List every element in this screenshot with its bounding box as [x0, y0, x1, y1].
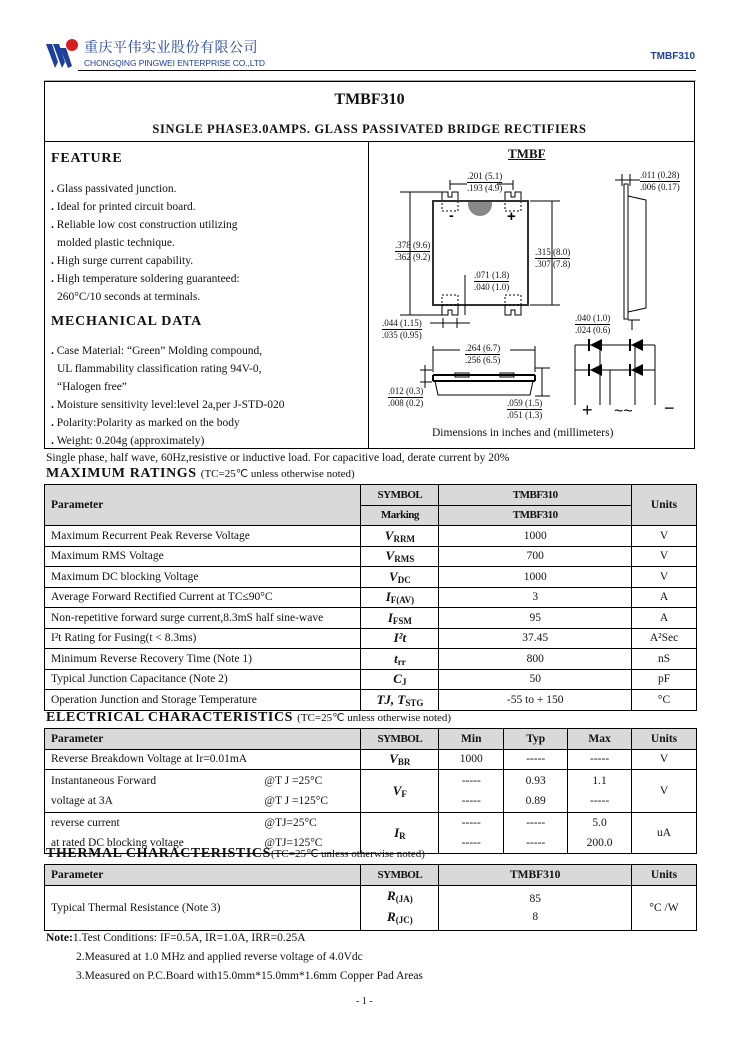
mechanical-item: . Polarity:Polarity as marked on the body: [51, 417, 240, 429]
dim-total-height: .378 (9.6) .362 (9.2): [395, 240, 431, 262]
unit-cell: A: [632, 608, 697, 629]
note-item: Note:1.Test Conditions: IF=0.5A, IR=1.0A, IRR=0.25A: [46, 932, 306, 944]
max-cell: 5.0 200.0: [568, 813, 632, 854]
dim-lead-pitch: .201 (5.1) .193 (4.9): [467, 171, 503, 193]
table-header-row: [45, 865, 697, 886]
plus-mark: +: [507, 208, 516, 225]
company-name-cn: 重庆平伟实业股份有限公司: [84, 40, 258, 56]
feature-item: . High surge current capability.: [51, 255, 194, 267]
unit-cell: A²Sec: [632, 628, 697, 649]
load-note: Single phase, half wave, 60Hz,resistive or inductive load. For capacitive load, derate current by 20%: [46, 452, 510, 464]
col-units: Units: [632, 485, 697, 526]
col-marking-value: TMBF310: [439, 505, 632, 526]
page-title: TMBF310: [334, 91, 405, 108]
param-cell: reverse current @TJ=25°C at rated DC blocking voltage @TJ=125°C: [45, 813, 361, 854]
table-row: [45, 649, 697, 670]
min-cell: 1000: [439, 749, 504, 770]
thermal-table: [44, 864, 697, 931]
schematic-minus-label: −: [664, 398, 675, 418]
diode-icon: [590, 364, 602, 376]
feature-item: molded plastic technique.: [57, 237, 175, 249]
table-row: [45, 749, 697, 770]
col-units: Units: [632, 729, 697, 750]
param-cell: Typical Thermal Resistance (Note 3): [45, 885, 361, 930]
symbol-cell: $V_{RMS}$: [361, 546, 439, 567]
page-number: - 1 -: [356, 996, 373, 1007]
dimensions-caption: Dimensions in inches and (millimeters): [432, 427, 614, 439]
unit-cell: °C: [632, 690, 697, 711]
diode-icon: [631, 364, 643, 376]
feature-list: [51, 180, 240, 306]
header-part-number: TMBF310: [650, 51, 695, 62]
column-divider: [368, 141, 369, 448]
param-cell: Reverse Breakdown Voltage at Ir=0.01mA: [45, 749, 361, 770]
mechanical-list: [51, 342, 284, 450]
dim-pad-thickness: .012 (0.3) .008 (0.2): [388, 386, 424, 408]
lead: [505, 305, 521, 315]
company-name-en: CHONGQING PINGWEI ENTERPRISE CO.,LTD: [84, 58, 265, 68]
diode-icon: [631, 339, 643, 351]
symbol-cell: $R_{(JA)}$ $R_{(JC)}$: [361, 885, 439, 930]
max-cell: -----: [568, 749, 632, 770]
dim-lead-thickness: .011 (0.28) .006 (0.17): [640, 170, 680, 192]
unit-cell: pF: [632, 669, 697, 690]
col-symbol: SYMBOL: [361, 729, 439, 750]
dim-body-thickness: .059 (1.5) .051 (1.3): [507, 398, 543, 420]
symbol-cell: $V_{RRM}$: [361, 526, 439, 547]
symbol-cell: $I_R$: [361, 813, 439, 854]
unit-cell: nS: [632, 649, 697, 670]
table-header-row: [45, 729, 697, 750]
table-header-row: [45, 485, 697, 506]
divider: [44, 141, 695, 142]
unit-cell: °C /W: [632, 885, 697, 930]
symbol-cell: $I_{F(AV)}$: [361, 587, 439, 608]
dim-body-width: .264 (6.7) .256 (6.5): [465, 343, 501, 365]
unit-cell: V: [632, 526, 697, 547]
feature-heading: FEATURE: [51, 151, 123, 166]
package-title: TMBF: [508, 146, 546, 161]
typ-cell: -----: [504, 749, 568, 770]
diode-icon: [590, 339, 602, 351]
col-symbol: SYMBOL: [361, 485, 439, 506]
col-max: Max: [568, 729, 632, 750]
unit-cell: V: [632, 546, 697, 567]
col-min: Min: [439, 729, 504, 750]
value-cell: 50: [439, 669, 632, 690]
side-body: [628, 196, 646, 312]
page-subtitle: SINGLE PHASE3.0AMPS. GLASS PASSIVATED BRIDGE RECTIFIERS: [152, 122, 587, 136]
value-cell: -55 to + 150: [439, 690, 632, 711]
col-part: TMBF310: [439, 865, 632, 886]
notes: [46, 929, 423, 986]
symbol-cell: $V_F$: [361, 770, 439, 813]
unit-cell: V: [632, 770, 697, 813]
symbol-cell: $V_{BR}$: [361, 749, 439, 770]
diode-bar: [588, 364, 590, 376]
table-row: [45, 669, 697, 690]
param-cell: Typical Junction Capacitance (Note 2): [45, 669, 361, 690]
dim-body-height: .315 (8.0) .307 (7.8): [535, 247, 571, 269]
typ-cell: ----- -----: [504, 813, 568, 854]
mechanical-heading: MECHANICAL DATA: [51, 314, 203, 329]
end-view-body: [435, 381, 533, 395]
unit-cell: A: [632, 587, 697, 608]
note-item: 3.Measured on P.C.Board with15.0mm*15.0mm*1.6mm Copper Pad Areas: [76, 970, 423, 982]
table-row: [45, 770, 697, 813]
value-cell: 700: [439, 546, 632, 567]
value-cell: 85 8: [439, 885, 632, 930]
mechanical-item: . Moisture sensitivity level:level 2a,per J-STD-020: [51, 399, 285, 411]
symbol-cell: $C_J$: [361, 669, 439, 690]
mechanical-item: “Halogen free”: [57, 381, 127, 393]
header-rule: [78, 70, 696, 71]
diode-bar: [629, 364, 631, 376]
param-cell: Average Forward Rectified Current at TC≤90°C: [45, 587, 361, 608]
minus-mark: -: [449, 207, 454, 223]
table-row: [45, 628, 697, 649]
col-typ: Typ: [504, 729, 568, 750]
symbol-cell: $I_{FSM}$: [361, 608, 439, 629]
symbol-cell: I²t: [361, 628, 439, 649]
value-cell: 3: [439, 587, 632, 608]
col-part: TMBF310: [439, 485, 632, 506]
table-row: [45, 587, 697, 608]
table-row: [45, 608, 697, 629]
schematic-plus-label: +: [582, 400, 593, 420]
table-row: [45, 546, 697, 567]
param-cell: Minimum Reverse Recovery Time (Note 1): [45, 649, 361, 670]
lead-hidden: [442, 295, 458, 305]
value-cell: 37.45: [439, 628, 632, 649]
company-logo: [46, 38, 80, 68]
feature-item: . Ideal for printed circuit board.: [51, 201, 196, 213]
dim-standoff: .040 (1.0) .024 (0.6): [575, 313, 611, 335]
thermal-heading: THERMAL CHARACTERISTICS(TC=25℃ unless otherwise noted): [46, 846, 425, 861]
electrical-table: [44, 728, 697, 854]
max-cell: 1.1 -----: [568, 770, 632, 813]
value-cell: 1000: [439, 526, 632, 547]
mechanical-item: UL flammability classification rating 94V-0,: [57, 363, 262, 375]
table-row: [45, 690, 697, 711]
param-cell: I²t Rating for Fusing(t < 8.3ms): [45, 628, 361, 649]
note-item: 2.Measured at 1.0 MHz and applied reverse voltage of 4.0Vdc: [76, 951, 363, 963]
col-parameter: Parameter: [45, 865, 361, 886]
lead: [442, 305, 458, 315]
value-cell: 800: [439, 649, 632, 670]
diode-bar: [588, 339, 590, 351]
dim-lead-width: .044 (1.15) .035 (0.95): [382, 318, 422, 340]
value-cell: 1000: [439, 567, 632, 588]
col-units: Units: [632, 865, 697, 886]
param-cell: Maximum Recurrent Peak Reverse Voltage: [45, 526, 361, 547]
schematic-ac-label: ~~: [614, 403, 633, 420]
symbol-cell: $V_{DC}$: [361, 567, 439, 588]
col-symbol: SYMBOL: [361, 865, 439, 886]
dim-lead-length: .071 (1.8) .040 (1.0): [474, 270, 510, 292]
table-row: [45, 885, 697, 930]
col-marking: Marking: [361, 505, 439, 526]
electrical-heading: ELECTRICAL CHARACTERISTICS (TC=25℃ unless otherwise noted): [46, 710, 452, 725]
table-row: [45, 526, 697, 547]
mechanical-item: . Weight: 0.204g (approximately): [51, 435, 205, 447]
param-cell: Maximum RMS Voltage: [45, 546, 361, 567]
min-cell: ----- -----: [439, 770, 504, 813]
col-parameter: Parameter: [45, 729, 361, 750]
max-ratings-table: [44, 484, 697, 711]
unit-cell: V: [632, 567, 697, 588]
unit-cell: uA: [632, 813, 697, 854]
typ-cell: 0.93 0.89: [504, 770, 568, 813]
param-cell: Non-repetitive forward surge current,8.3mS half sine-wave: [45, 608, 361, 629]
unit-cell: V: [632, 749, 697, 770]
dim-line: [430, 318, 470, 328]
feature-item: . Glass passivated junction.: [51, 183, 177, 195]
lead: [442, 192, 458, 201]
side-lead: [624, 184, 628, 319]
param-cell: Instantaneous Forward @T J =25°C voltage at 3A @T J =125°C: [45, 770, 361, 813]
feature-item: . Reliable low cost construction utilizing: [51, 219, 238, 231]
max-ratings-heading: MAXIMUM RATINGS (TC=25℃ unless otherwise noted): [46, 466, 355, 481]
symbol-cell: $t_{rr}$: [361, 649, 439, 670]
param-cell: Operation Junction and Storage Temperature: [45, 690, 361, 711]
param-cell: Maximum DC blocking Voltage: [45, 567, 361, 588]
lead: [505, 192, 521, 201]
mechanical-item: . Case Material: “Green” Molding compound,: [51, 345, 263, 357]
diode-bar: [629, 339, 631, 351]
feature-item: . High temperature soldering guaranteed:: [51, 273, 240, 285]
table-row: [45, 567, 697, 588]
value-cell: 95: [439, 608, 632, 629]
feature-item: 260°C/10 seconds at terminals.: [57, 291, 201, 303]
symbol-cell: TJ, $T_{STG}$: [361, 690, 439, 711]
end-view-top: [433, 375, 535, 381]
col-parameter: Parameter: [45, 485, 361, 526]
min-cell: ----- -----: [439, 813, 504, 854]
lead-hidden: [505, 295, 521, 305]
